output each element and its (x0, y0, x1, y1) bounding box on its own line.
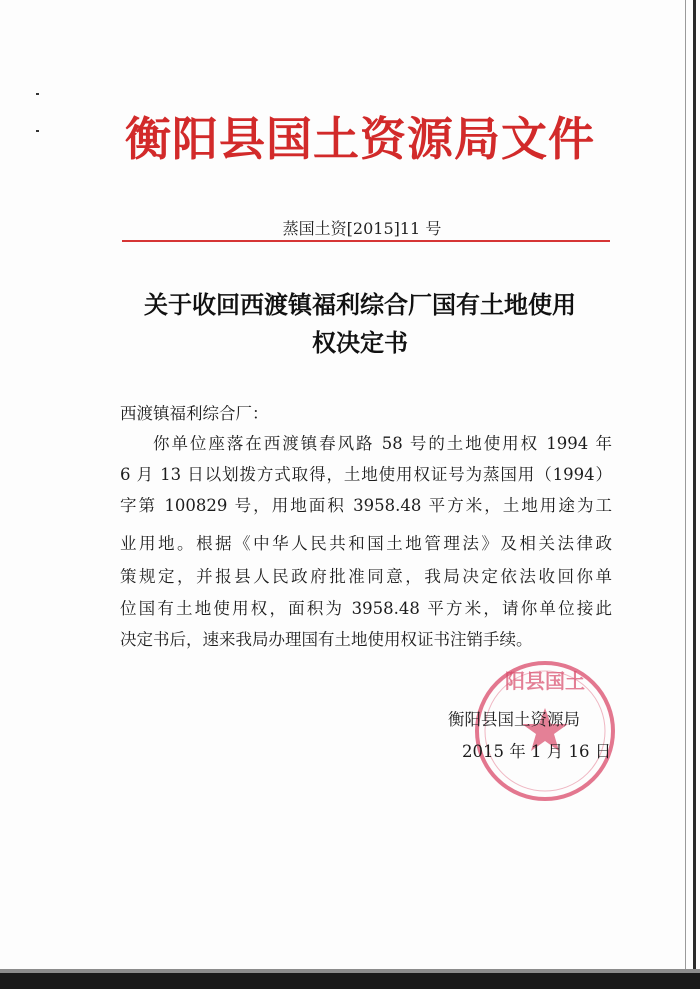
body-line: 位国有土地使用权，面积为 3958.48 平方米，请你单位接此 (120, 599, 612, 618)
scan-edge (685, 0, 686, 989)
document-header-title: 衡阳县国土资源局文件 (125, 112, 595, 166)
signing-date: 2015 年 1 月 16 日 (462, 742, 612, 761)
document-title (120, 286, 600, 362)
signing-authority: 衡阳县国土资源局 (448, 710, 580, 729)
body-line: 决定书后，速来我局办理国有土地使用权证书注销手续。 (120, 630, 533, 649)
body-line: 6 月 13 日以划拨方式取得，土地使用权证号为蒸国用（1994） (120, 465, 612, 484)
document-number: 蒸国土资[2015]11 号 (282, 219, 442, 238)
header-red-rule (122, 240, 610, 242)
title-line: 关于收回西渡镇福利综合厂国有土地使用 (144, 291, 576, 319)
seal-text: 阳县国土 (505, 669, 585, 693)
addressee: 西渡镇福利综合厂： (120, 404, 269, 423)
body-line: 业用地。根据《中华人民共和国土地管理法》及相关法律政 (120, 534, 612, 553)
scan-edge (0, 973, 700, 989)
body-line: 你单位座落在西渡镇春风路 58 号的土地使用权 1994 年 (153, 434, 612, 453)
title-line: 权决定书 (312, 329, 408, 357)
body-line: 字第 100829 号，用地面积 3958.48 平方米，土地用途为工 (120, 496, 612, 515)
scan-edge (693, 0, 696, 989)
body-line: 策规定，并报县人民政府批准同意，我局决定依法收回你单 (120, 567, 612, 586)
scan-speck (36, 130, 39, 132)
scan-speck (36, 93, 39, 95)
